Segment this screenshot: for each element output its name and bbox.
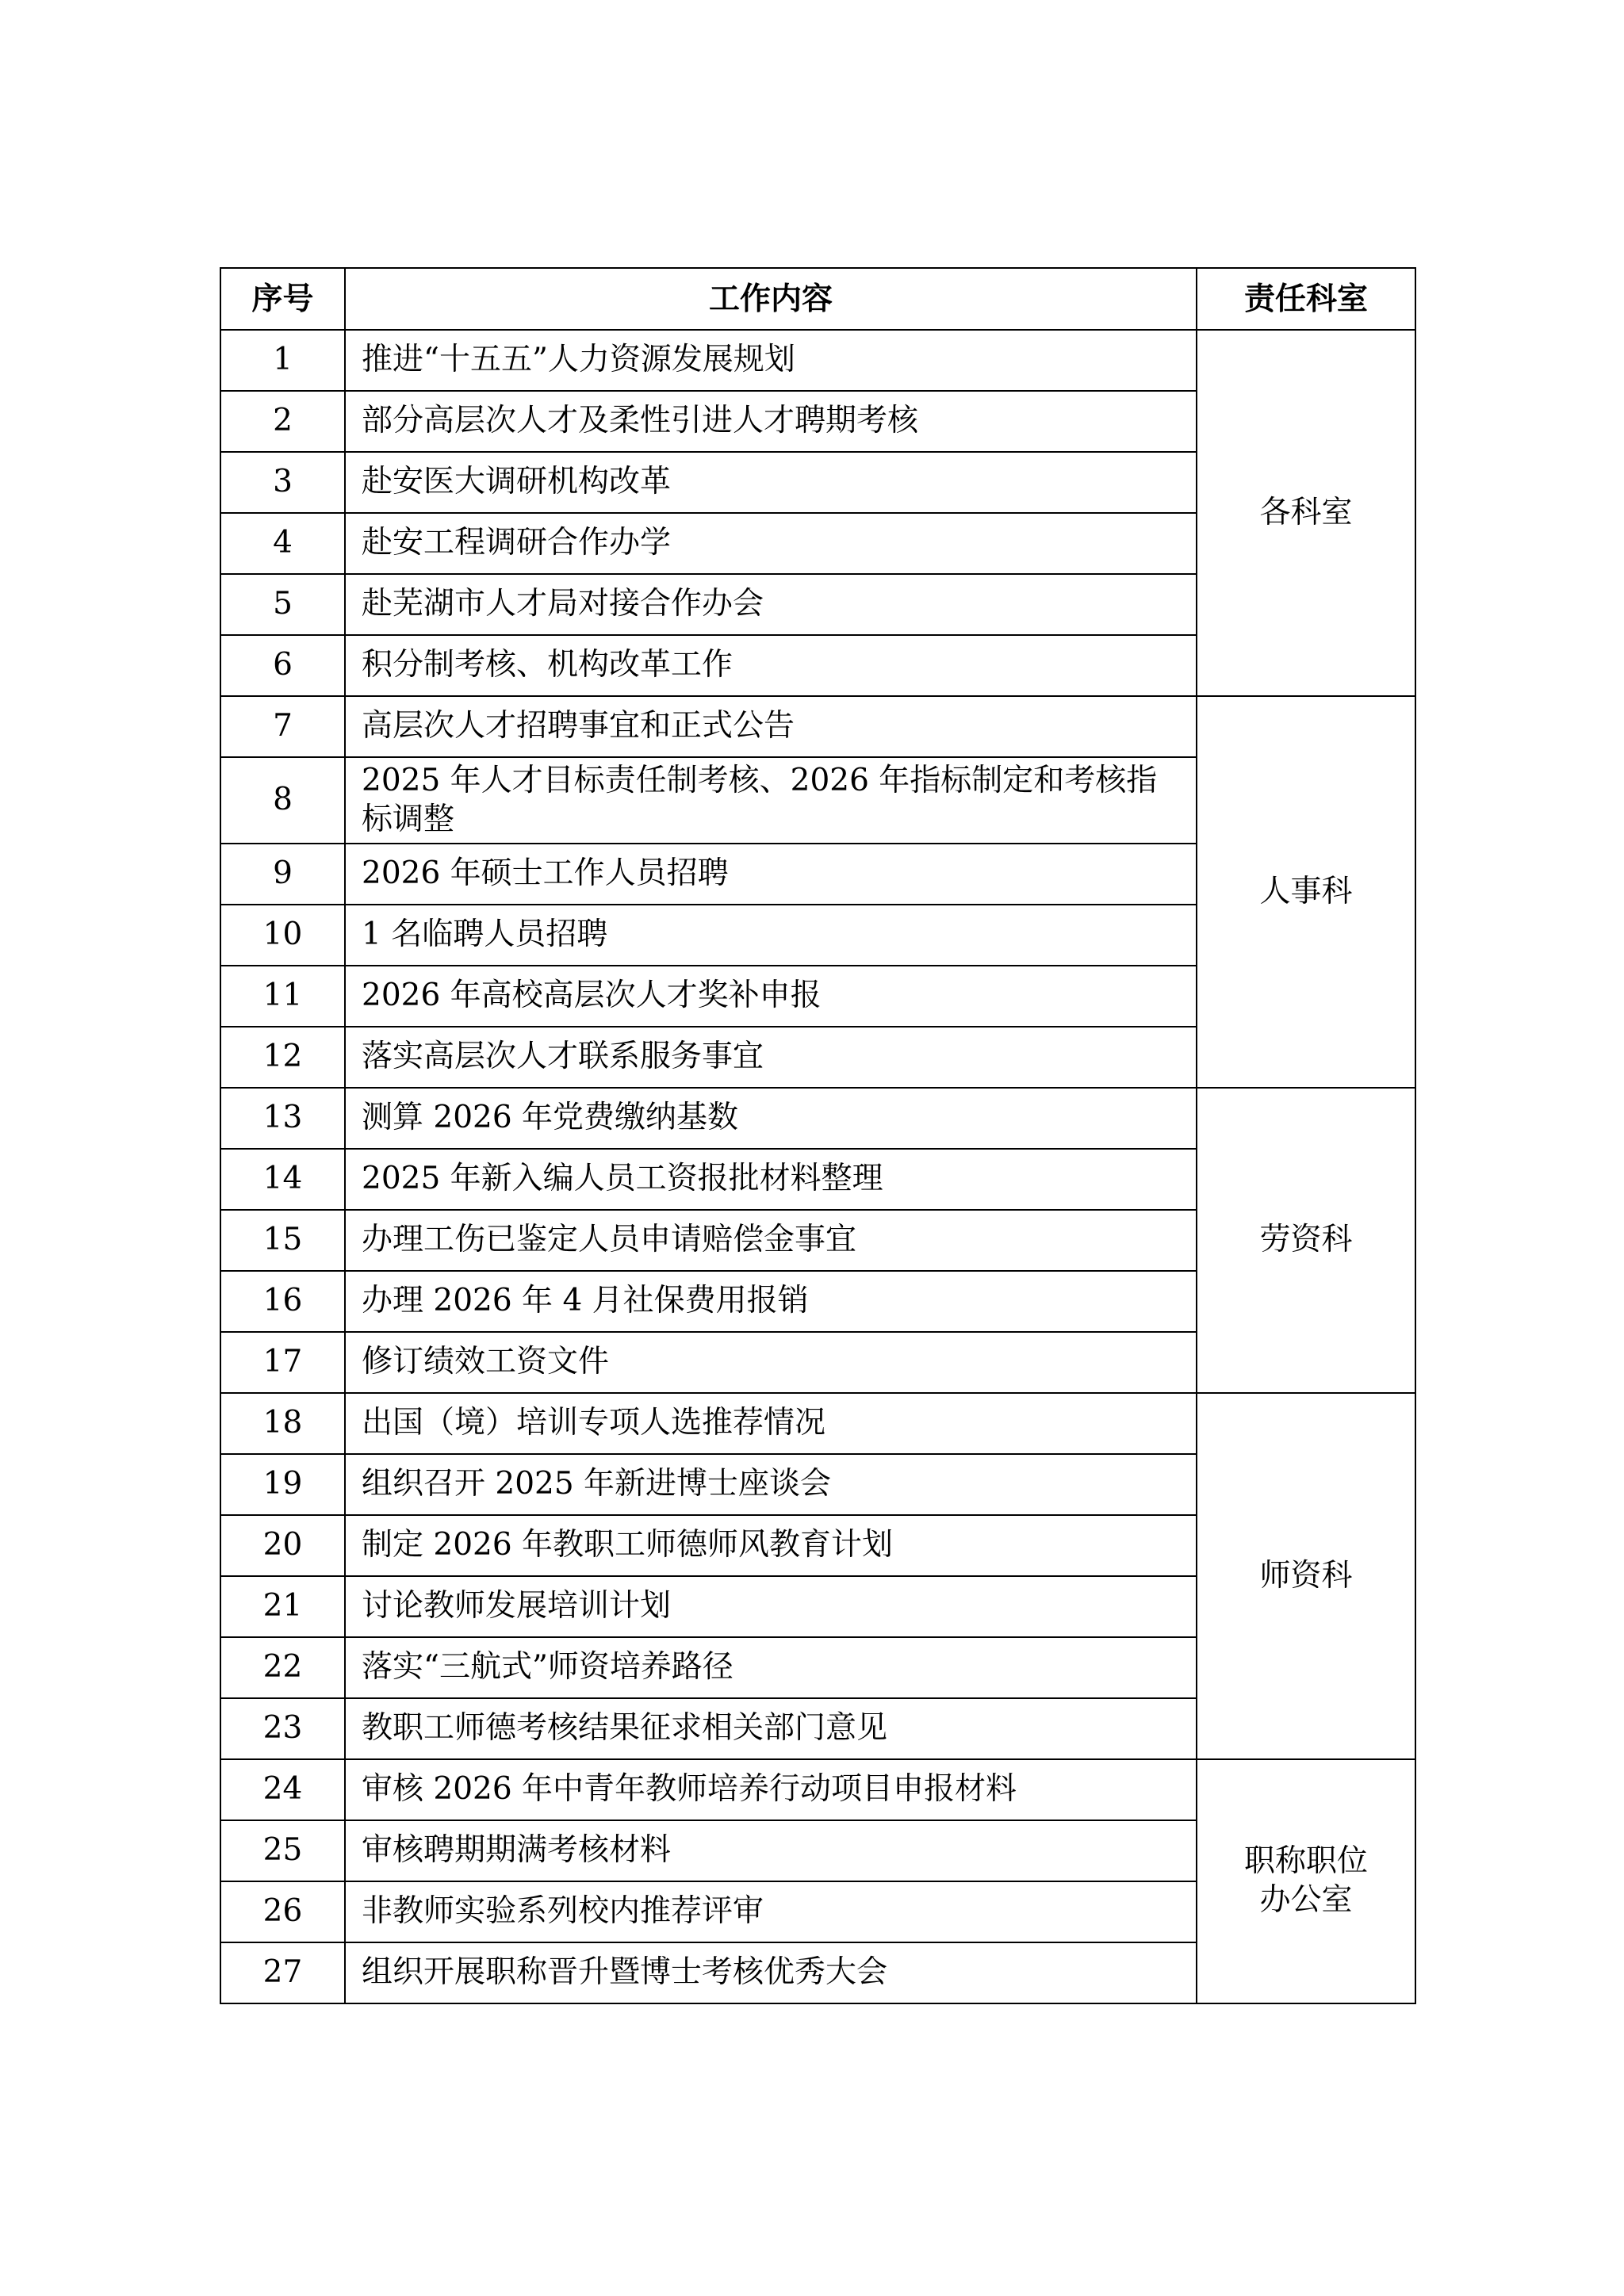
row-content: 2026 年硕士工作人员招聘 [345,844,1197,905]
row-content: 修订绩效工资文件 [345,1332,1197,1393]
row-content: 教职工师德考核结果征求相关部门意见 [345,1698,1197,1759]
row-content: 赴安工程调研合作办学 [345,513,1197,574]
row-index: 13 [220,1088,345,1149]
row-index: 9 [220,844,345,905]
row-content: 测算 2026 年党费缴纳基数 [345,1088,1197,1149]
row-content: 组织开展职称晋升暨博士考核优秀大会 [345,1942,1197,2003]
row-index: 25 [220,1820,345,1881]
department-name: 各科室 [1259,494,1353,530]
row-index: 11 [220,966,345,1027]
row-index: 20 [220,1515,345,1576]
row-index: 18 [220,1393,345,1454]
row-index: 22 [220,1637,345,1698]
header-content: 工作内容 [345,268,1197,330]
row-index: 14 [220,1149,345,1210]
department-cell [1197,330,1415,696]
department-name-line2: 办公室 [1259,1882,1353,1918]
department-name: 人事科 [1259,873,1353,909]
table-row [220,1088,1415,1149]
row-index: 6 [220,635,345,696]
department-name [1244,1843,1368,1920]
row-content: 办理 2026 年 4 月社保费用报销 [345,1271,1197,1332]
table-row [220,696,1415,757]
row-index: 26 [220,1881,345,1942]
row-index: 10 [220,905,345,966]
row-content: 1 名临聘人员招聘 [345,905,1197,966]
department-cell [1197,696,1415,1088]
row-content: 2026 年高校高层次人才奖补申报 [345,966,1197,1027]
department-cell [1197,1393,1415,1759]
row-index: 27 [220,1942,345,2003]
row-content: 部分高层次人才及柔性引进人才聘期考核 [345,391,1197,452]
row-content: 出国（境）培训专项人选推荐情况 [345,1393,1197,1454]
row-index: 24 [220,1759,345,1820]
department-name: 劳资科 [1259,1222,1353,1258]
row-index: 1 [220,330,345,391]
row-index: 5 [220,574,345,635]
row-content: 赴芜湖市人才局对接合作办会 [345,574,1197,635]
header-department: 责任科室 [1197,268,1415,330]
row-index: 12 [220,1027,345,1088]
row-index: 8 [220,757,345,844]
department-cell [1197,1088,1415,1393]
header-index: 序号 [220,268,345,330]
header-row [220,268,1415,330]
row-content: 制定 2026 年教职工师德师风教育计划 [345,1515,1197,1576]
department-name: 师资科 [1259,1557,1353,1594]
work-plan-table [220,267,1416,2004]
row-content: 落实“三航式”师资培养路径 [345,1637,1197,1698]
table-row [220,1759,1415,1820]
table-row [220,330,1415,391]
row-content: 赴安医大调研机构改革 [345,452,1197,513]
row-content: 推进“十五五”人力资源发展规划 [345,330,1197,391]
row-index: 19 [220,1454,345,1515]
department-cell [1197,1759,1415,2003]
row-content: 审核 2026 年中青年教师培养行动项目申报材料 [345,1759,1197,1820]
row-content: 审核聘期期满考核材料 [345,1820,1197,1881]
row-index: 16 [220,1271,345,1332]
row-content: 2025 年新入编人员工资报批材料整理 [345,1149,1197,1210]
row-index: 4 [220,513,345,574]
table-row [220,1393,1415,1454]
row-index: 17 [220,1332,345,1393]
row-content: 非教师实验系列校内推荐评审 [345,1881,1197,1942]
row-content: 落实高层次人才联系服务事宜 [345,1027,1197,1088]
row-content: 讨论教师发展培训计划 [345,1576,1197,1637]
row-index: 2 [220,391,345,452]
row-content: 高层次人才招聘事宜和正式公告 [345,696,1197,757]
row-content: 办理工伤已鉴定人员申请赔偿金事宜 [345,1210,1197,1271]
row-index: 15 [220,1210,345,1271]
department-name-line1: 职称职位 [1243,1843,1368,1880]
row-index: 21 [220,1576,345,1637]
row-content: 2025 年人才目标责任制考核、2026 年指标制定和考核指标调整 [345,757,1197,844]
row-index: 23 [220,1698,345,1759]
row-content: 积分制考核、机构改革工作 [345,635,1197,696]
row-index: 3 [220,452,345,513]
row-content: 组织召开 2025 年新进博士座谈会 [345,1454,1197,1515]
row-index: 7 [220,696,345,757]
